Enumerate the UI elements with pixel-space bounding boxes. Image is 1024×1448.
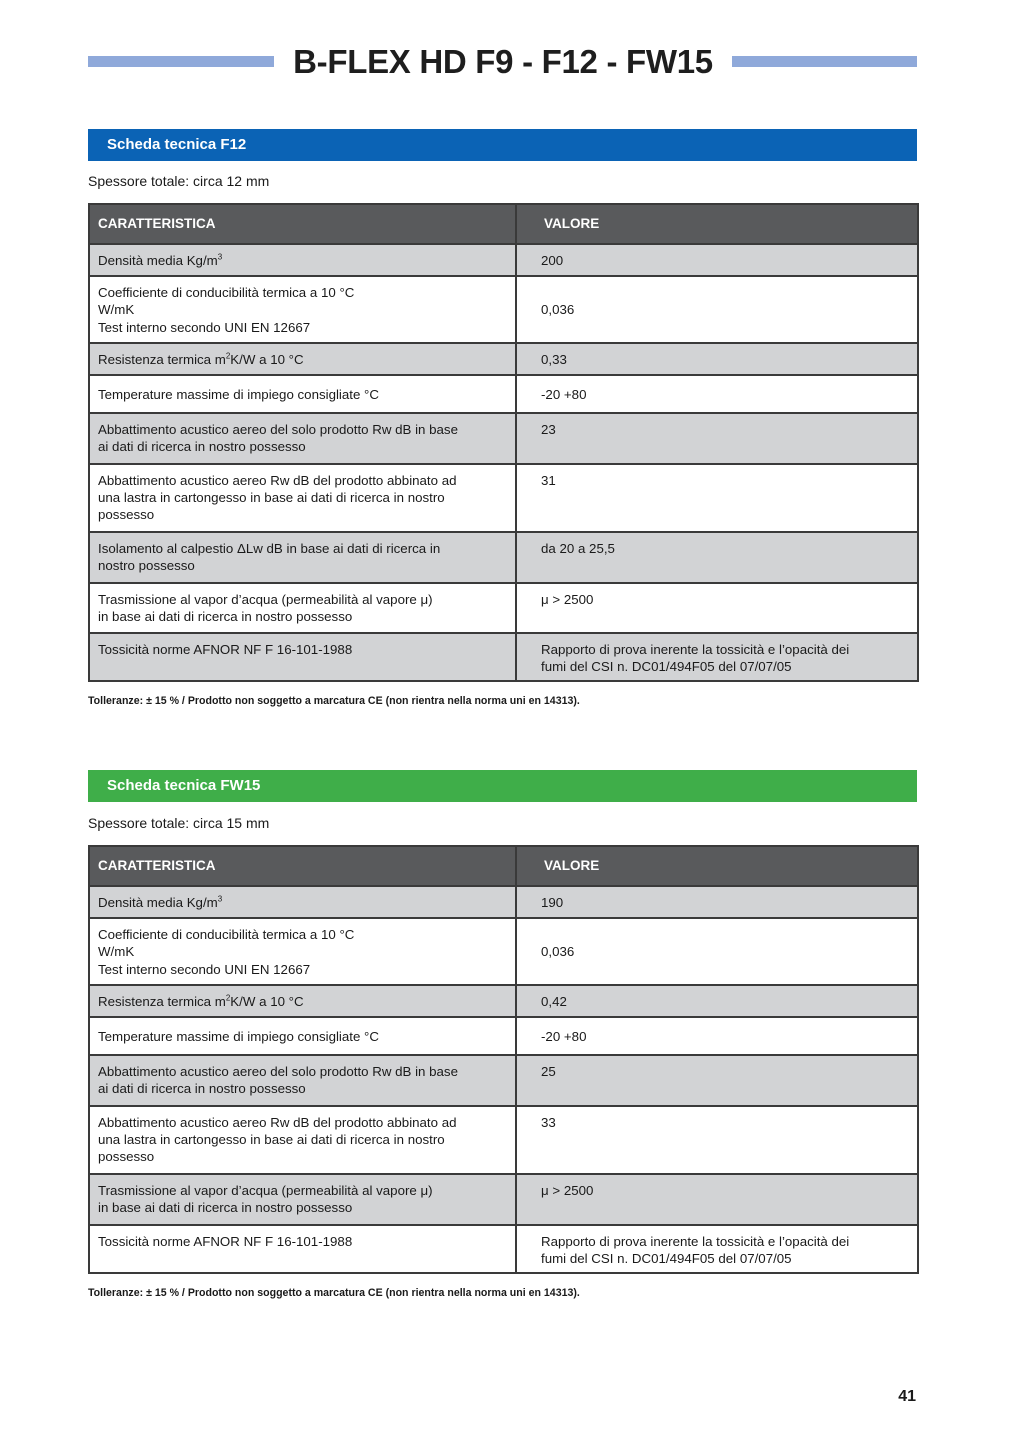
row-value: da 20 a 25,5	[516, 532, 918, 582]
table-row	[89, 1106, 918, 1175]
label-line: Test interno secondo UNI EN 12667	[98, 319, 311, 335]
column-header-characteristic: CARATTERISTICA	[89, 204, 516, 244]
page-header	[88, 42, 917, 82]
row-value: 23	[516, 413, 918, 463]
row-value: 0,33	[516, 343, 918, 375]
f12-banner: Scheda tecnica F12	[88, 129, 917, 161]
row-label	[89, 532, 516, 582]
row-value: 33	[516, 1106, 918, 1175]
label-text: Resistenza termica m	[98, 993, 226, 1009]
row-label	[89, 886, 516, 918]
header-bar-right	[732, 56, 917, 67]
row-value	[516, 633, 918, 681]
label-line: una lastra in cartongesso in base ai dati di ricerca in nostro	[98, 489, 445, 505]
label-line: Abbattimento acustico aereo Rw dB del prodotto abbinato ad	[98, 1114, 457, 1130]
table-row	[89, 583, 918, 633]
page-title: B-FLEX HD F9 - F12 - FW15	[293, 43, 713, 80]
row-label	[89, 583, 516, 633]
label-line: Coefficiente di conducibilità termica a 10 °C	[98, 285, 355, 301]
label-text: Densità media Kg/m	[98, 253, 218, 268]
row-label	[89, 413, 516, 463]
row-value: μ > 2500	[516, 1174, 918, 1224]
table-row	[89, 918, 918, 985]
fw15-spec-table	[88, 845, 919, 1274]
label-line: in base ai dati di ricerca in nostro possesso	[98, 608, 353, 624]
f12-thickness: Spessore totale: circa 12 mm	[88, 173, 270, 189]
row-label: Temperature massime di impiego consigliate °C	[89, 375, 516, 413]
header-bar-left	[88, 56, 274, 67]
label-text: K/W a 10 °C	[230, 993, 304, 1009]
table-row	[89, 985, 918, 1017]
row-value: 0,42	[516, 985, 918, 1017]
table-header-row	[89, 204, 918, 244]
fw15-tolerance-note: Tolleranze: ± 15 % / Prodotto non soggetto a marcatura CE (non rientra nella norma uni en 14313).	[88, 1287, 580, 1300]
fw15-thickness: Spessore totale: circa 15 mm	[88, 815, 270, 831]
row-value: 25	[516, 1055, 918, 1105]
table-row	[89, 464, 918, 533]
page-number: 41	[898, 1388, 916, 1405]
table-row	[89, 633, 918, 681]
label-line: W/mK	[98, 944, 135, 960]
table-row	[89, 532, 918, 582]
value-line: fumi del CSI n. DC01/494F05 del 07/07/05	[541, 1250, 792, 1266]
label-line: Abbattimento acustico aereo Rw dB del prodotto abbinato ad	[98, 472, 457, 488]
row-label	[89, 985, 516, 1017]
table-header-row	[89, 846, 918, 886]
table-row	[89, 413, 918, 463]
row-value: -20 +80	[516, 375, 918, 413]
label-text: K/W a 10 °C	[230, 351, 304, 367]
label-line: Trasmissione al vapor d’acqua (permeabilità al vapore μ)	[98, 591, 433, 607]
label-line: nostro possesso	[98, 558, 195, 574]
label-line: W/mK	[98, 302, 135, 318]
table-row	[89, 1055, 918, 1105]
table-row	[89, 244, 918, 276]
f12-tolerance-note: Tolleranze: ± 15 % / Prodotto non soggetto a marcatura CE (non rientra nella norma uni en 14313).	[88, 695, 580, 708]
table-row	[89, 1174, 918, 1224]
table-row	[89, 276, 918, 343]
row-value: 31	[516, 464, 918, 533]
label-line: una lastra in cartongesso in base ai dati di ricerca in nostro	[98, 1131, 445, 1147]
label-line: Abbattimento acustico aereo del solo prodotto Rw dB in base	[98, 1064, 458, 1080]
label-superscript: 3	[217, 894, 223, 904]
label-line: ai dati di ricerca in nostro possesso	[98, 439, 306, 455]
value-line: fumi del CSI n. DC01/494F05 del 07/07/05	[541, 659, 792, 675]
row-label: Tossicità norme AFNOR NF F 16-101-1988	[89, 1225, 516, 1273]
label-line: Isolamento al calpestio ΔLw dB in base ai dati di ricerca in	[98, 541, 441, 557]
label-line: Abbattimento acustico aereo del solo prodotto Rw dB in base	[98, 422, 458, 438]
fw15-banner: Scheda tecnica FW15	[88, 770, 917, 802]
value-line: Rapporto di prova inerente la tossicità e l’opacità dei	[541, 1233, 850, 1249]
label-line: Coefficiente di conducibilità termica a 10 °C	[98, 927, 355, 943]
row-label	[89, 464, 516, 533]
label-superscript: 2	[225, 351, 231, 361]
row-value: -20 +80	[516, 1017, 918, 1055]
label-line: ai dati di ricerca in nostro possesso	[98, 1081, 306, 1097]
row-value: 190	[516, 886, 918, 918]
table-row	[89, 375, 918, 413]
row-value: 200	[516, 244, 918, 276]
value-line: Rapporto di prova inerente la tossicità e l’opacità dei	[541, 642, 850, 658]
f12-section	[88, 129, 917, 708]
row-label	[89, 276, 516, 343]
label-line: possesso	[98, 507, 155, 523]
row-label	[89, 343, 516, 375]
label-superscript: 2	[225, 993, 231, 1003]
row-label: Tossicità norme AFNOR NF F 16-101-1988	[89, 633, 516, 681]
column-header-value: VALORE	[516, 846, 918, 886]
row-label	[89, 1055, 516, 1105]
label-text: Resistenza termica m	[98, 351, 226, 367]
f12-spec-table	[88, 203, 919, 682]
row-value	[516, 1225, 918, 1273]
row-value: 0,036	[516, 276, 918, 343]
table-row	[89, 1225, 918, 1273]
table-row	[89, 886, 918, 918]
table-row	[89, 343, 918, 375]
row-label: Temperature massime di impiego consigliate °C	[89, 1017, 516, 1055]
label-text: Densità media Kg/m	[98, 895, 218, 910]
column-header-characteristic: CARATTERISTICA	[89, 846, 516, 886]
table-row	[89, 1017, 918, 1055]
row-label	[89, 918, 516, 985]
column-header-value: VALORE	[516, 204, 918, 244]
row-label	[89, 244, 516, 276]
label-superscript: 3	[217, 252, 223, 262]
label-line: possesso	[98, 1149, 155, 1165]
row-value: μ > 2500	[516, 583, 918, 633]
label-line: in base ai dati di ricerca in nostro possesso	[98, 1200, 353, 1216]
fw15-section	[88, 770, 917, 1300]
label-line: Trasmissione al vapor d’acqua (permeabilità al vapore μ)	[98, 1183, 433, 1199]
row-label	[89, 1106, 516, 1175]
row-value: 0,036	[516, 918, 918, 985]
row-label	[89, 1174, 516, 1224]
label-line: Test interno secondo UNI EN 12667	[98, 961, 311, 977]
